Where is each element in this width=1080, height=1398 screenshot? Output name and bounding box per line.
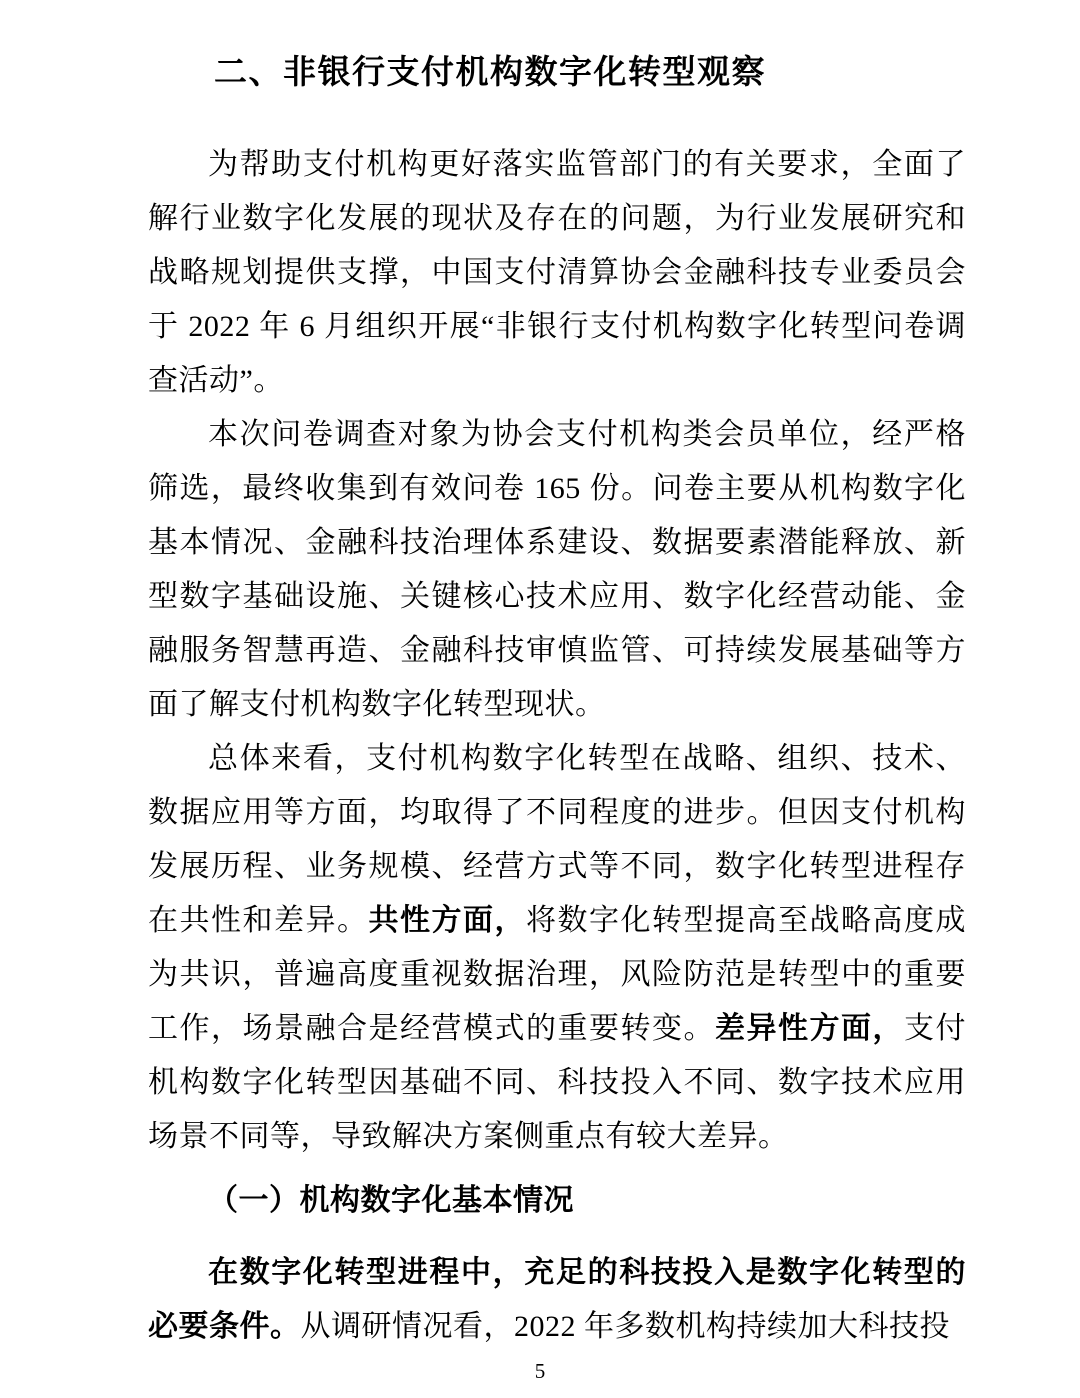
paragraph-survey-background — [148, 138, 966, 408]
paragraph-text: 支付机构数字化转型因基础不同、科技投入不同、数字技术应用场景不同等，导致解决方案侧重点有较大差异。 — [148, 1012, 966, 1153]
subsection-heading: （一）机构数字化基本情况 — [208, 1184, 574, 1217]
paragraph-text: 本次问卷调查对象为协会支付机构类会员单位，经严格筛选，最终收集到有效问卷 165 份。问卷主要从机构数字化基本情况、金融科技治理体系建设、数据要素潜能释放、新型数字基础设施、关键核心技术应用、数字化经营动能、金融服务智慧再造、金融科技审慎监管、可持续发展基础等方面了解支付机构数字化转型现状。 — [148, 418, 966, 721]
paragraph-text: 总体来看，支付机构数字化转型在战略、组织、技术、数据应用等方面，均取得了不同程度的进步。但因支付机构发展历程、业务规模、经营方式等不同，数字化转型进程存在共性和差异。 — [148, 742, 966, 937]
chapter-heading: 二、非银行支付机构数字化转型观察 — [214, 53, 766, 90]
paragraph-tech-investment — [148, 1246, 966, 1354]
page-number: 5 — [534, 1359, 546, 1383]
paragraph-text: 从调研情况看，2022 年多数机构持续加大科技投 — [300, 1310, 950, 1343]
bold-phrase-commonalities: 共性方面， — [368, 904, 526, 937]
bold-phrase-differences: 差异性方面， — [715, 1012, 904, 1045]
paragraph-text: 将数字化转型提高至战略高度成为共识，普遍高度重视数据治理，风险防范是转型中的重要工作，场景融合是经营模式的重要转变。 — [148, 904, 966, 1045]
bold-phrase-tech-investment: 在数字化转型进程中，充足的科技投入是数字化转型的必要条件。 — [148, 1256, 966, 1343]
paragraph-text: 为帮助支付机构更好落实监管部门的有关要求，全面了解行业数字化发展的现状及存在的问题，为行业发展研究和战略规划提供支撑，中国支付清算协会金融科技专业委员会于 2022 年 6 月组织开展“非银行支付机构数字化转型问卷调查活动”。 — [148, 148, 966, 397]
paragraph-survey-scope — [148, 408, 966, 732]
paragraph-overall-findings — [148, 732, 966, 1164]
